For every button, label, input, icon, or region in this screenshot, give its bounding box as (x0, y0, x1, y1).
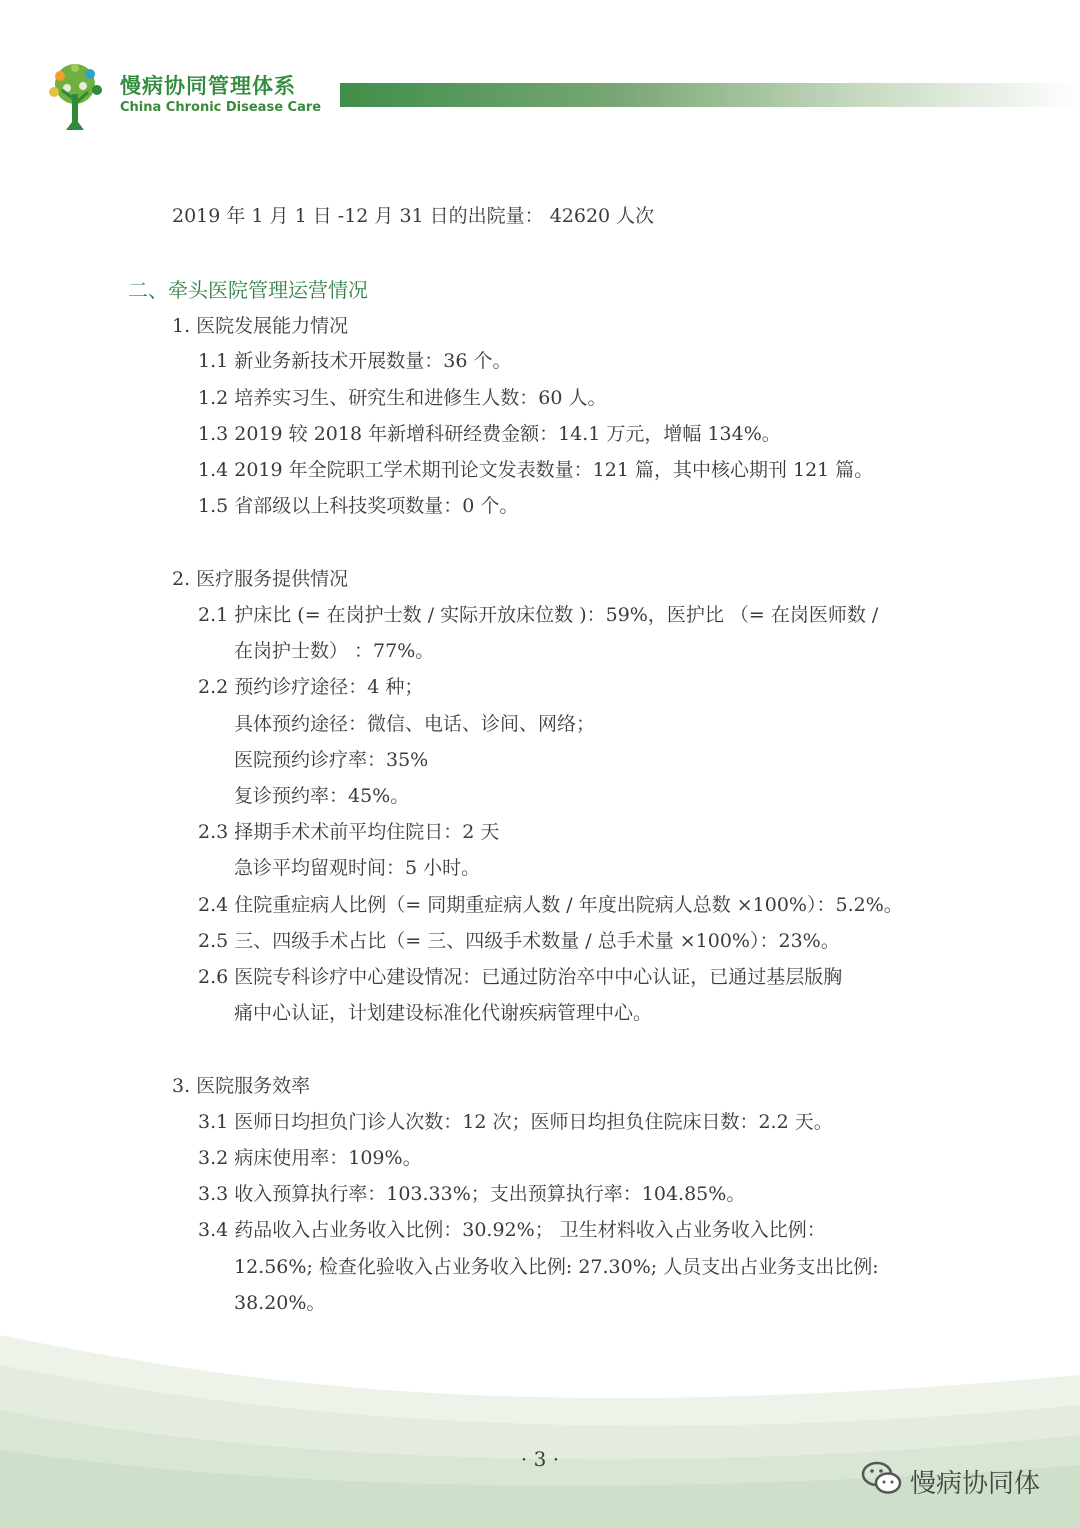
list-item: 痛中心认证，计划建设标准化代谢疾病管理中心。 (234, 1002, 653, 1024)
list-item: 1.4 2019 年全院职工学术期刊论文发表数量：121 篇，其中核心期刊 121 篇。 (198, 459, 874, 481)
list-item: 38.20%。 (234, 1292, 326, 1314)
watermark-account-name: 慢病协同体 (910, 1469, 1041, 1499)
list-item: 3.2 病床使用率：109%。 (198, 1147, 422, 1169)
brand-name-cn: 慢病协同管理体系 (120, 74, 296, 98)
list-item: 2.3 择期手术术前平均住院日：2 天 (198, 821, 500, 843)
subsection-title-3: 3. 医院服务效率 (172, 1075, 311, 1097)
list-item: 1.3 2019 较 2018 年新增科研经费金额：14.1 万元，增幅 134%。 (198, 423, 781, 445)
tree-logo-icon (40, 60, 110, 132)
list-item: 2.1 护床比 (= 在岗护士数 / 实际开放床位数 )：59%，医护比 （= 在岗医师数 / (198, 604, 879, 626)
wechat-icon (860, 1458, 904, 1498)
list-item: 2.5 三、四级手术占比（= 三、四级手术数量 / 总手术量 ×100%）：23%。 (198, 930, 840, 952)
subsection-title-2: 2. 医疗服务提供情况 (172, 568, 349, 590)
page-number: · 3 · (520, 1447, 560, 1471)
list-item: 医院预约诊疗率：35% (234, 749, 429, 771)
list-item: 3.4 药品收入占业务收入比例：30.92%； 卫生材料收入占业务收入比例： (198, 1219, 826, 1241)
list-item: 复诊预约率：45%。 (234, 785, 410, 807)
list-item: 急诊平均留观时间：5 小时。 (234, 857, 481, 879)
list-item: 3.1 医师日均担负门诊人次数：12 次；医师日均担负住院床日数：2.2 天。 (198, 1111, 833, 1133)
list-item: 3.3 收入预算执行率：103.33%；支出预算执行率：104.85%。 (198, 1183, 746, 1205)
subsection-title-1: 1. 医院发展能力情况 (172, 315, 349, 337)
brand-name-en: China Chronic Disease Care (120, 100, 322, 115)
list-item: 具体预约途径：微信、电话、诊间、网络； (234, 713, 596, 735)
list-item: 1.2 培养实习生、研究生和进修生人数：60 人。 (198, 387, 607, 409)
list-item: 2.2 预约诊疗途径：4 种； (198, 676, 424, 698)
header-gradient-bar (340, 83, 1080, 107)
list-item: 2.6 医院专科诊疗中心建设情况：已通过防治卒中中心认证，已通过基层版胸 (198, 966, 843, 988)
list-item: 2.4 住院重症病人比例（= 同期重症病人数 / 年度出院病人总数 ×100%）：5.2%。 (198, 894, 903, 916)
discharge-volume-line: 2019 年 1 月 1 日 -12 月 31 日的出院量： 42620 人次 (172, 205, 655, 227)
list-item: 1.5 省部级以上科技奖项数量：0 个。 (198, 495, 519, 517)
list-item: 12.56%; 检查化验收入占业务收入比例: 27.30%; 人员支出占业务支出比例: (234, 1256, 879, 1278)
section-heading: 二、牵头医院管理运营情况 (128, 278, 368, 302)
list-item: 在岗护士数） ：77%。 (234, 640, 435, 662)
list-item: 1.1 新业务新技术开展数量：36 个。 (198, 350, 512, 372)
